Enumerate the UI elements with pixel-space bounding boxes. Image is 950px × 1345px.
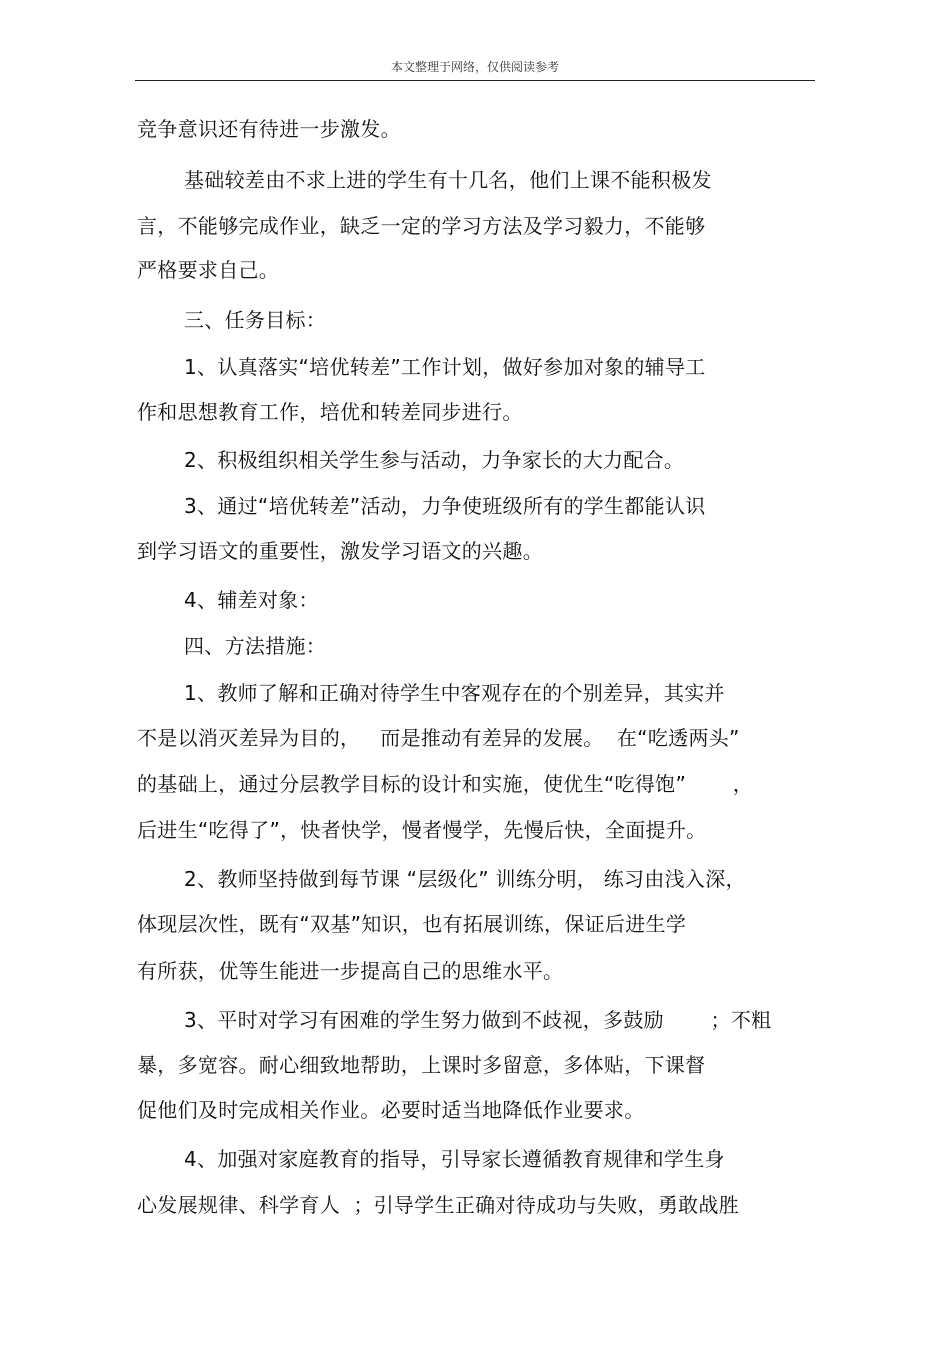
text-line: 有所获，优等生能进一步提高自己的思维水平。: [137, 959, 564, 983]
text-line: 的基础上，通过分层教学目标的设计和实施，使优生“吃得饱” ，: [137, 772, 754, 796]
text-line: 不是以消灭差异为目的， 而是推动有差异的发展。 在“吃透两头”: [137, 726, 740, 750]
text-line: 3、通过“培优转差”活动，力争使班级所有的学生都能认识: [184, 494, 706, 518]
text-line: 体现层次性，既有“双基”知识，也有拓展训练，保证后进生学: [137, 912, 687, 936]
text-line: 后进生“吃得了”，快者快学，慢者慢学，先慢后快，全面提升。: [137, 818, 707, 842]
text-line: 4、加强对家庭教育的指导，引导家长遵循教育规律和学生身: [184, 1147, 725, 1171]
page-header-note: 本文整理于网络，仅供阅读参考: [390, 60, 559, 74]
text-line: 2、教师坚持做到每节课 “层级化” 训练分明， 练习由浅入深，: [184, 867, 746, 891]
section-heading: 四、方法措施：: [184, 634, 327, 658]
text-line: 到学习语文的重要性，激发学习语文的兴趣。: [137, 539, 543, 563]
text-line: 严格要求自己。: [137, 258, 280, 282]
text-line: 促他们及时完成相关作业。必要时适当地降低作业要求。: [137, 1098, 645, 1122]
text-line: 3、平时对学习有困难的学生努力做到不歧视，多鼓励 ；不粗: [184, 1008, 772, 1032]
header-rule: [135, 80, 815, 81]
text-line: 暴，多宽容。耐心细致地帮助，上课时多留意，多体贴，下课督: [137, 1053, 706, 1077]
text-line: 竞争意识还有待进一步激发。: [137, 117, 401, 141]
text-line: 1、教师了解和正确对待学生中客观存在的个别差异，其实并: [184, 681, 725, 705]
text-line: 言，不能够完成作业，缺乏一定的学习方法及学习毅力，不能够: [137, 214, 706, 238]
section-heading: 三、任务目标：: [184, 308, 327, 332]
text-line: 2、积极组织相关学生参与活动，力争家长的大力配合。: [184, 448, 685, 472]
text-line: 心发展规律、科学育人 ；引导学生正确对待成功与失败，勇敢战胜: [137, 1193, 740, 1217]
text-line: 基础较差由不求上进的学生有十几名，他们上课不能积极发: [184, 168, 712, 192]
text-line: 1、认真落实“培优转差”工作计划，做好参加对象的辅导工: [184, 355, 706, 379]
text-line: 作和思想教育工作，培优和转差同步进行。: [137, 400, 523, 424]
text-line: 4、辅差对象：: [184, 588, 319, 612]
